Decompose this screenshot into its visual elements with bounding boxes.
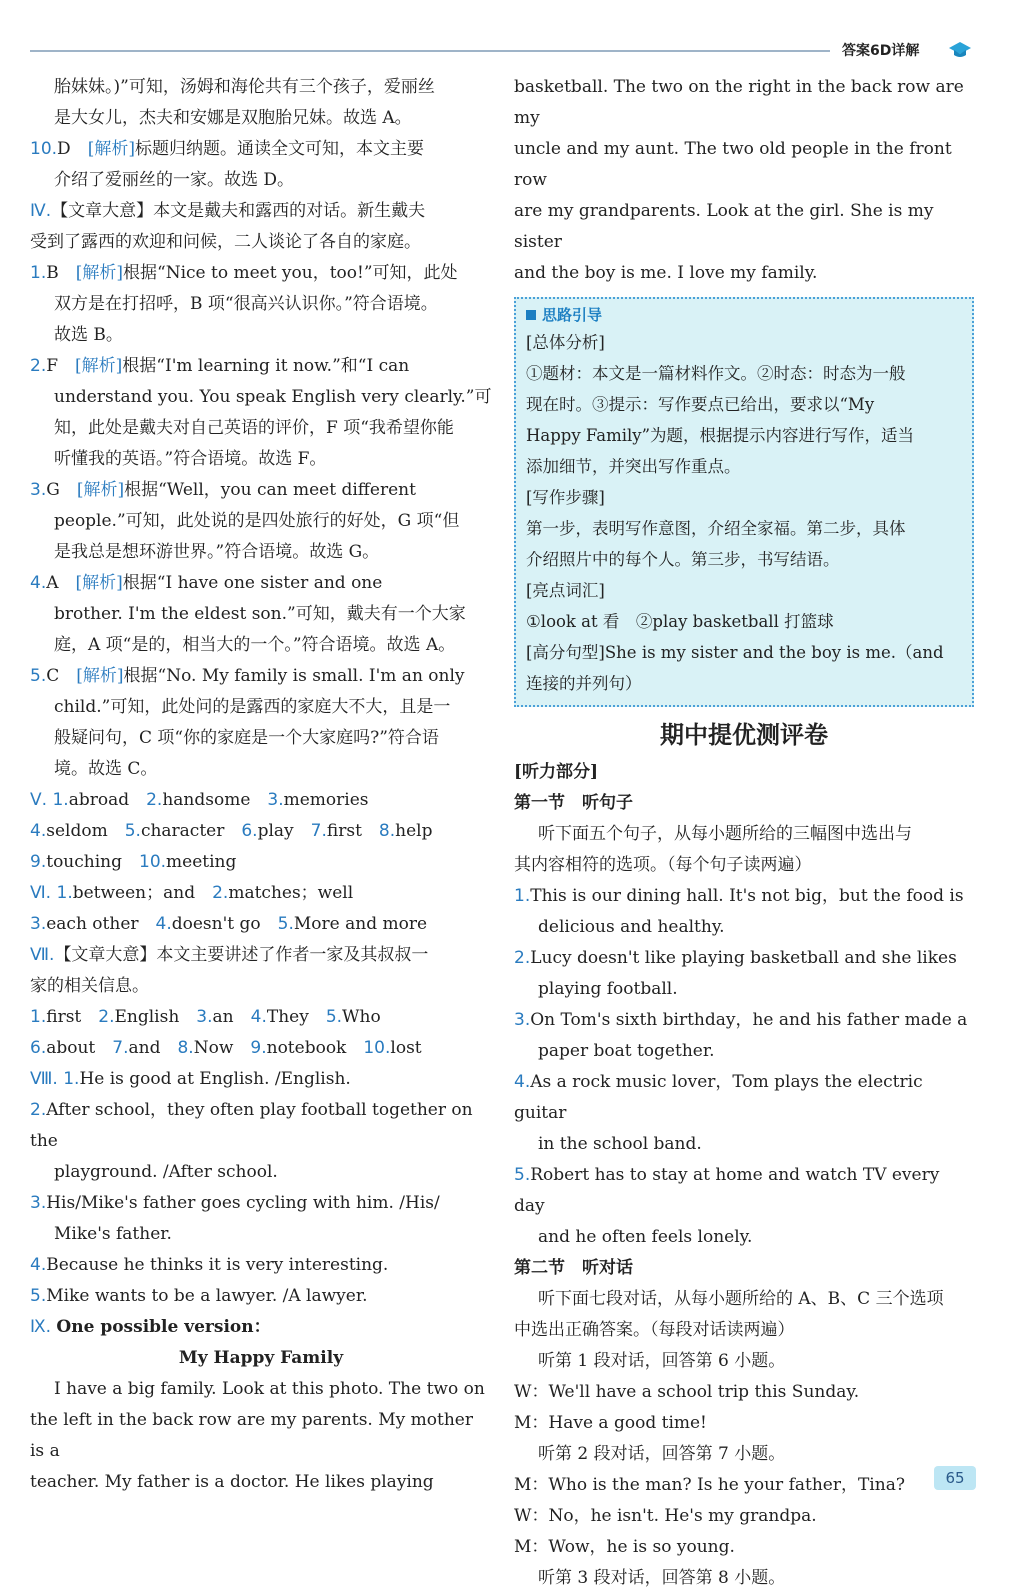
text-line: 境。故选 C。	[54, 759, 158, 779]
text-line: child.”可知，此处问的是露西的家庭大不大，且是一	[54, 697, 451, 717]
text-line: 是我总是想环游世界。”符合语境。故选 G。	[54, 542, 380, 562]
dialogue-line: M：Wow，he is so young.	[514, 1537, 735, 1557]
text-line: 添加细节，并突出写作重点。	[526, 457, 741, 476]
text-line: 胎妹妹。)”可知，汤姆和海伦共有三个孩子，爱丽丝	[54, 77, 435, 97]
text-line: are my grandparents. Look at the girl. She is my sister	[514, 201, 934, 252]
section-1-title: 第一节 听句子	[514, 793, 633, 813]
text-line: understand you. You speak English very clearly.”可	[54, 387, 492, 407]
text-line: 受到了露西的欢迎和问候，二人谈论了各自的家庭。	[30, 232, 421, 252]
text-line: Mike's father.	[54, 1224, 172, 1244]
guide-header: 思路引导	[526, 303, 962, 327]
text-line: 听下面五个句子，从每小题所给的三幅图中选出与	[538, 824, 912, 844]
section-viii-3: 3.His/Mike's father goes cycling with him. /His/	[30, 1193, 440, 1213]
text-line: and he often feels lonely.	[538, 1227, 753, 1247]
text-line: 第一步，表明写作意图，介绍全家福。第二步，具体	[526, 519, 906, 538]
text-line: basketball. The two on the right in the back row are my	[514, 77, 964, 128]
text-line: ①题材：本文是一篇材料作文。②时态：时态为一般	[526, 364, 906, 383]
text-line: brother. I'm the eldest son.”可知，戴夫有一个大家	[54, 604, 466, 624]
section-viii-1: Ⅷ. 1.He is good at English. /English.	[30, 1069, 351, 1089]
answer-5: 5.C [解析]根据“No. My family is small. I'm an only	[30, 666, 465, 686]
sentence-3: 3.On Tom's sixth birthday，he and his father made a	[514, 1010, 968, 1030]
section-vii-row1: 1.first 2.English 3.an 4.They 5.Who	[30, 1007, 381, 1027]
text-line: 中选出正确答案。（每段对话读两遍）	[514, 1320, 795, 1340]
text-line: teacher. My father is a doctor. He likes playing	[30, 1472, 434, 1492]
essay-title: My Happy Family	[178, 1348, 344, 1368]
header-rule	[30, 50, 830, 52]
text-line: 听第 3 段对话，回答第 8 小题。	[538, 1568, 786, 1588]
section-viii-2: 2.After school，they often play football together on the	[30, 1100, 473, 1151]
text-line: and the boy is me. I love my family.	[514, 263, 818, 283]
section-vii-row2: 6.about 7.and 8.Now 9.notebook 10.lost	[30, 1038, 422, 1058]
text-line: 介绍照片中的每个人。第三步，书写结语。	[526, 550, 840, 569]
section-2-title: 第二节 听对话	[514, 1258, 633, 1278]
answer-2: 2.F [解析]根据“I'm learning it now.”和“I can	[30, 356, 410, 376]
section-ix: Ⅸ. One possible version：	[30, 1317, 271, 1337]
sentence-5: 5.Robert has to stay at home and watch TV every day	[514, 1165, 940, 1216]
section-iv: Ⅳ.【文章大意】本文是戴夫和露西的对话。新生戴夫	[30, 201, 426, 221]
text-line: 般疑问句，C 项“你的家庭是一个大家庭吗?”符合语	[54, 728, 439, 748]
text-line: 是大女儿，杰夫和安娜是双胞胎兄妹。故选 A。	[54, 108, 412, 128]
text-line: ①look at 看 ②play basketball 打篮球	[526, 612, 834, 631]
text-line: 连接的并列句）	[526, 674, 642, 693]
answer-4: 4.A [解析]根据“I have one sister and one	[30, 573, 383, 593]
dialogue-line: M：Have a good time!	[514, 1413, 707, 1433]
text-line: paper boat together.	[538, 1041, 715, 1061]
text-line: [写作步骤]	[526, 488, 605, 507]
text-line: Happy Family”为题，根据提示内容进行写作，适当	[526, 426, 915, 445]
section-vi-row2: 3.each other 4.doesn't go 5.More and more	[30, 914, 428, 934]
text-line: I have a big family. Look at this photo. The two on	[54, 1379, 485, 1399]
graduation-cap-icon	[948, 40, 972, 60]
dialogue-line: M：Who is the man? Is he your father，Tina?	[514, 1475, 905, 1495]
text-line: 听下面七段对话，从每小题所给的 A、B、C 三个选项	[538, 1289, 944, 1309]
text-line: [高分句型]She is my sister and the boy is me.（and	[526, 643, 944, 662]
text-line: 家的相关信息。	[30, 976, 149, 996]
answer-3: 3.G [解析]根据“Well，you can meet different	[30, 480, 416, 500]
text-line: [总体分析]	[526, 333, 605, 352]
text-line: 听第 2 段对话，回答第 7 小题。	[538, 1444, 786, 1464]
answer-1: 1.B [解析]根据“Nice to meet you，too!”可知，此处	[30, 263, 458, 283]
text-line: playing football.	[538, 979, 678, 999]
section-v-row3: 9.touching 10.meeting	[30, 852, 237, 872]
text-line: 庭，A 项“是的，相当大的一个。”符合语境。故选 A。	[54, 635, 456, 655]
text-line: uncle and my aunt. The two old people in the front row	[514, 139, 952, 190]
right-column	[514, 72, 974, 1594]
text-line: 知，此处是戴夫对自己英语的评价，F 项“我希望你能	[54, 418, 454, 438]
section-v-row1: Ⅴ. 1.abroad 2.handsome 3.memories	[30, 790, 369, 810]
text-line: 双方是在打招呼，B 项“很高兴认识你。”符合语境。	[54, 294, 438, 314]
text-line: [亮点词汇]	[526, 581, 605, 600]
square-icon	[526, 310, 536, 320]
sentence-2: 2.Lucy doesn't like playing basketball and she likes	[514, 948, 957, 968]
left-column	[30, 72, 492, 1498]
sentence-4: 4.As a rock music lover，Tom plays the electric guitar	[514, 1072, 923, 1123]
page-number: 65	[934, 1466, 976, 1490]
text-line: the left in the back row are my parents. My mother is a	[30, 1410, 473, 1461]
text-line: in the school band.	[538, 1134, 702, 1154]
text-line: 故选 B。	[54, 325, 123, 345]
answer-10: 10.D [解析]标题归纳题。通读全文可知，本文主要	[30, 139, 424, 159]
text-line: 现在时。③提示：写作要点已给出，要求以“My	[526, 395, 875, 414]
listening-part-label: [听力部分]	[514, 762, 599, 782]
text-line: playground. /After school.	[54, 1162, 278, 1182]
text-line: 其内容相符的选项。（每个句子读两遍）	[514, 855, 812, 875]
text-line: people.”可知，此处说的是四处旅行的好处，G 项“但	[54, 511, 460, 531]
section-vii: Ⅶ.【文章大意】本文主要讲述了作者一家及其叔叔一	[30, 945, 429, 965]
text-line: 听第 1 段对话，回答第 6 小题。	[538, 1351, 786, 1371]
section-vi-row1: Ⅵ. 1.between；and 2.matches；well	[30, 883, 354, 903]
writing-guide-box	[514, 297, 974, 707]
section-v-row2: 4.seldom 5.character 6.play 7.first 8.help	[30, 821, 433, 841]
section-viii-5: 5.Mike wants to be a lawyer. /A lawyer.	[30, 1286, 368, 1306]
text-line: 听懂我的英语。”符合语境。故选 F。	[54, 449, 327, 469]
dialogue-line: W：No，he isn't. He's my grandpa.	[514, 1506, 817, 1526]
sentence-1: 1.This is our dining hall. It's not big，but the food is	[514, 886, 964, 906]
dialogue-line: W：We'll have a school trip this Sunday.	[514, 1382, 860, 1402]
text-line: delicious and healthy.	[538, 917, 725, 937]
header-label: 答案6D详解	[842, 43, 920, 59]
text-line: 介绍了爱丽丝的一家。故选 D。	[54, 170, 295, 190]
section-viii-4: 4.Because he thinks it is very interesting.	[30, 1255, 389, 1275]
exam-title: 期中提优测评卷	[660, 721, 828, 749]
